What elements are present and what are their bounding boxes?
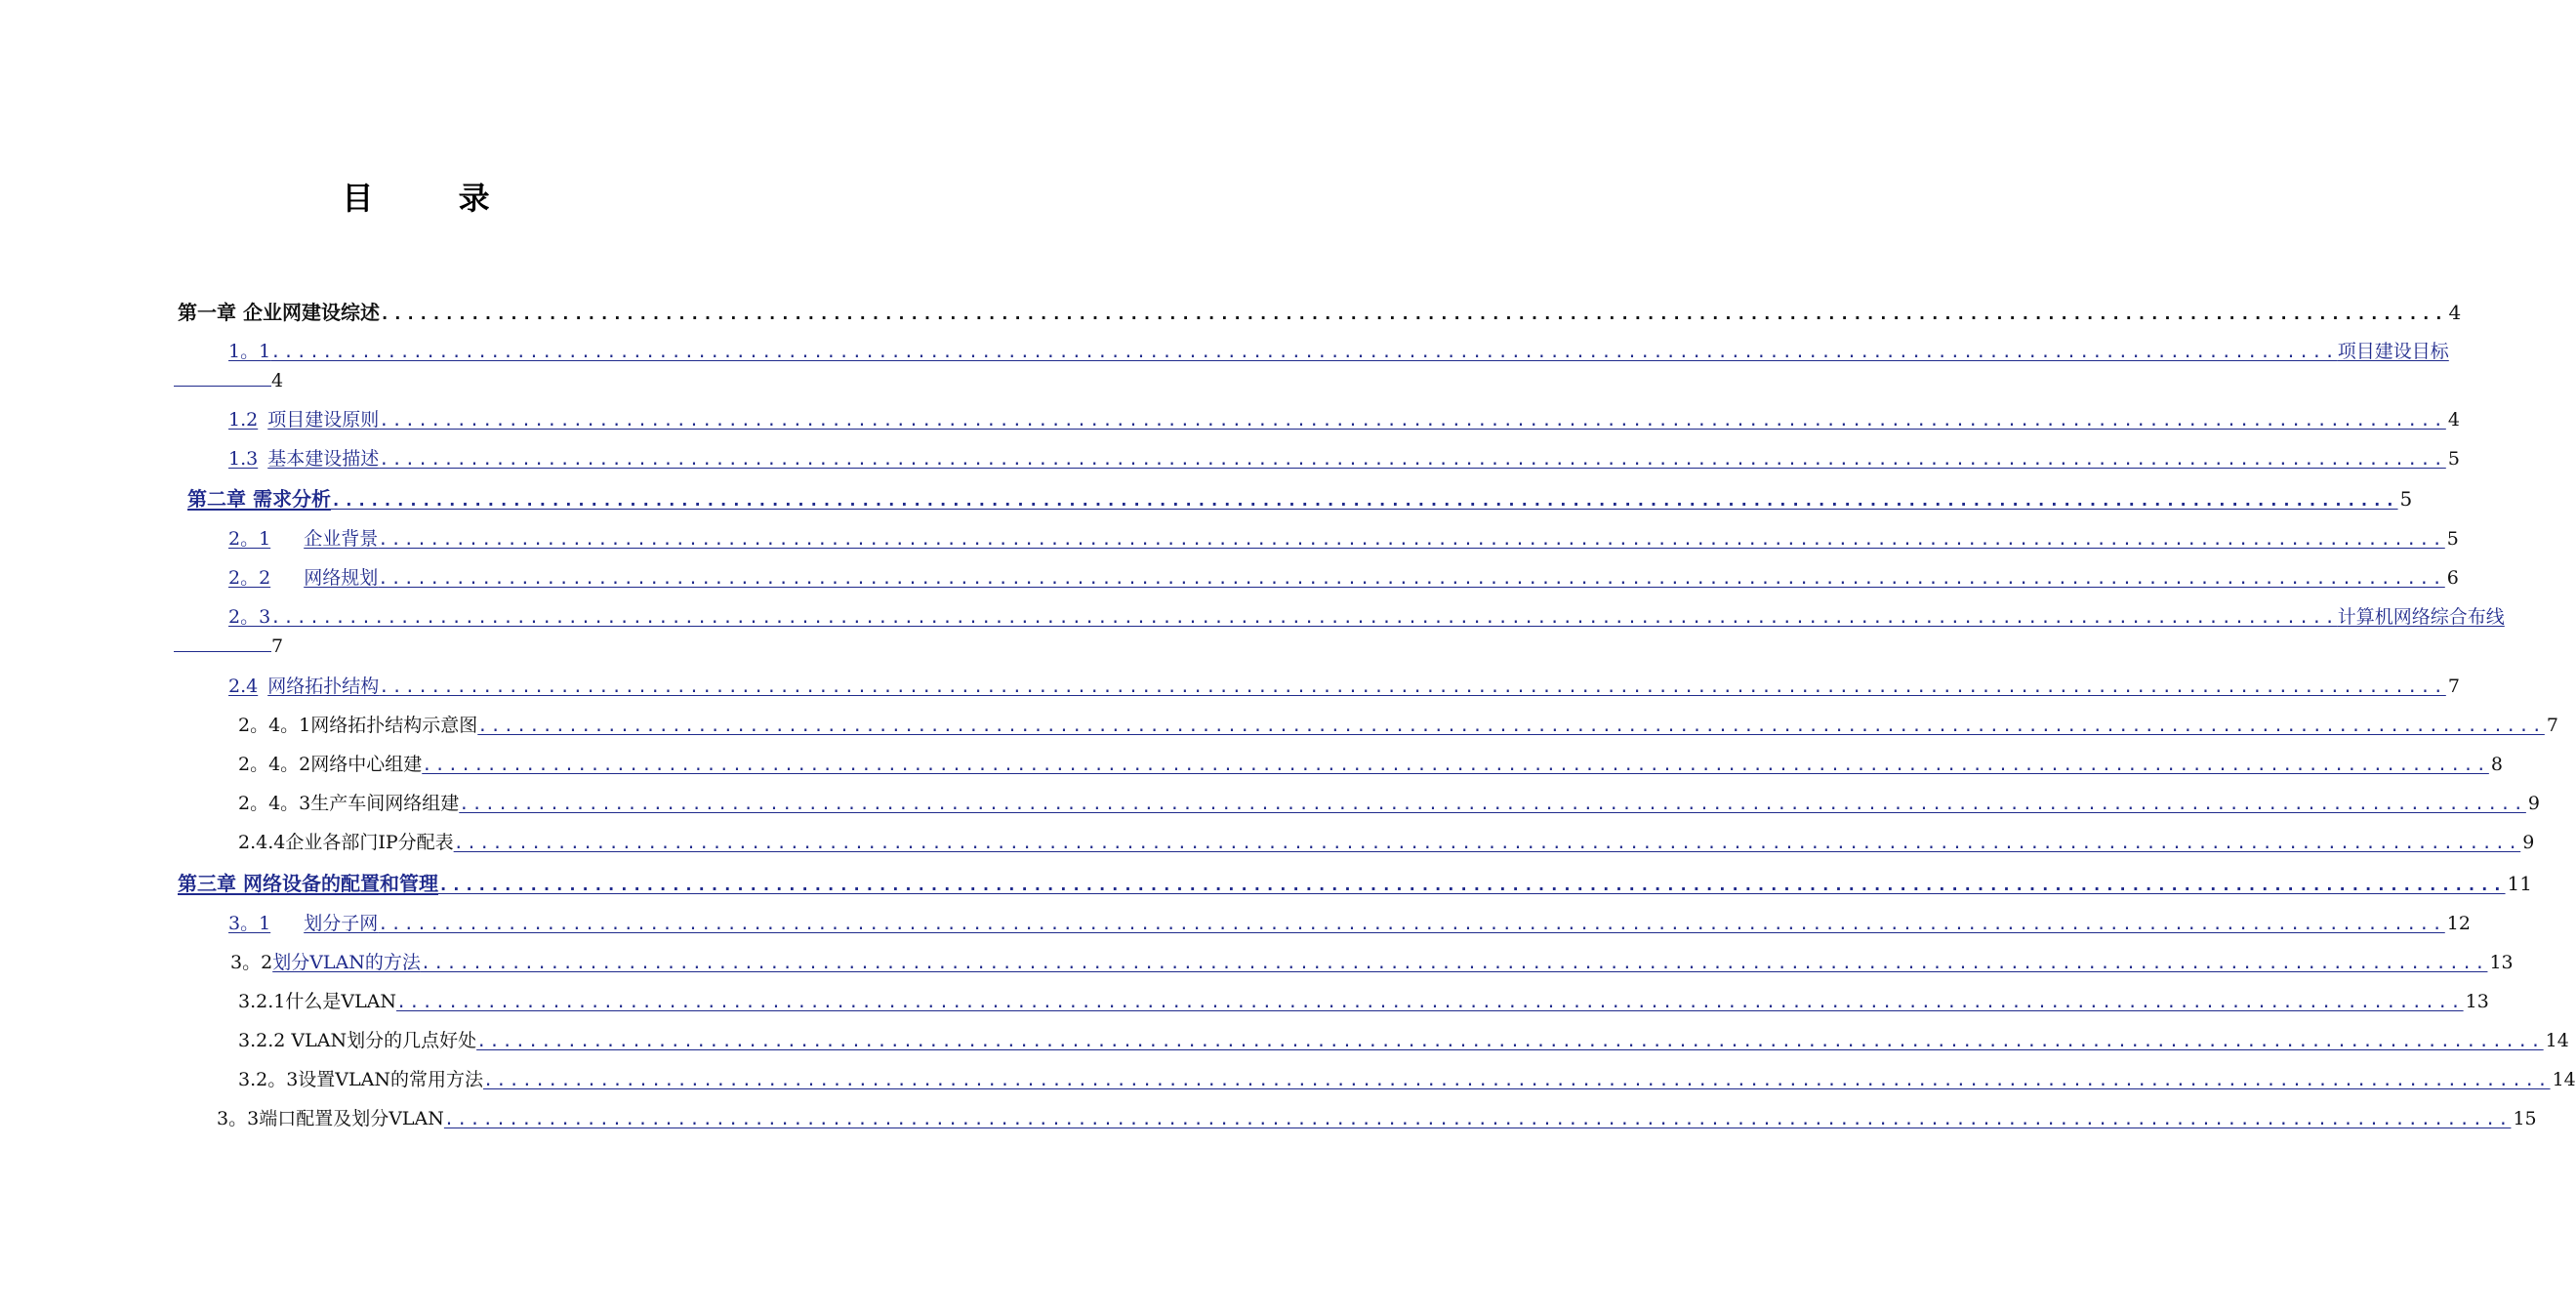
toc-entry-3-2-2[interactable] [238,1027,2569,1054]
toc-entry-link[interactable] [476,1028,2544,1055]
toc-entry-label: 项目建设原则 [267,409,380,430]
toc-entry-label: 第二章 需求分析 [187,487,331,511]
toc-entry-2-1[interactable] [228,525,2459,553]
toc-entry-link[interactable] [228,564,2445,593]
toc-entry-label: 网络拓扑结构 [267,676,380,697]
toc-entry-link[interactable] [272,949,2487,977]
toc-leader-dots [379,674,2446,701]
toc-entry-link[interactable] [187,485,2398,514]
toc-entry-page: 8 [2490,754,2503,775]
toc-entry-number: 2。1 [228,528,271,550]
toc-entry-number: 3。1 [228,913,271,934]
toc-entry-link[interactable] [422,752,2489,779]
toc-entry-page: 5 [2399,487,2413,511]
toc-entry-page: 15 [2513,1108,2537,1129]
page-title: 目 录 [342,180,527,217]
toc-entry-2-2[interactable] [228,564,2459,592]
toc-leader-dots [483,1067,2551,1094]
toc-entry-link[interactable] [228,338,2449,366]
toc-entry-link[interactable] [396,989,2464,1016]
toc-entry-chapter-2[interactable] [187,485,2413,512]
toc-entry-page: 14 [2552,1069,2576,1090]
toc-entry-3-1[interactable] [228,910,2471,937]
toc-entry-number: 3。2 [230,952,273,973]
toc-entry-chapter-3[interactable] [178,870,2532,897]
toc-entry-label: 划分子网 [304,913,379,934]
toc-leader-dots [379,446,2446,473]
toc-entry-page: 5 [2446,528,2459,550]
toc-entry-link[interactable] [483,1067,2551,1094]
toc-entry-number: 1。1 [228,341,271,362]
toc-entry-page: 9 [2527,793,2540,814]
underline-bar [174,370,271,387]
toc-leader-dots [378,526,2445,554]
toc-entry-page: 5 [2447,448,2460,470]
toc-leader-dots [421,950,2488,977]
toc-entry-link[interactable] [477,713,2545,740]
toc-entry-link[interactable] [228,603,2505,632]
toc-entry-number: 2。2 [228,567,271,589]
toc-leader-dots [477,713,2545,740]
toc-entry-number: 2.4 [228,676,259,697]
toc-entry-page: 13 [2489,952,2514,973]
toc-entry-number: 1.3 [228,448,259,470]
toc-entry-3-2-3[interactable] [238,1066,2576,1093]
toc-entry-2-4-2[interactable] [238,751,2503,778]
toc-leader-dots [396,989,2464,1016]
toc-entry-2-3[interactable] [228,603,2505,631]
toc-entry-link[interactable] [228,406,2446,434]
toc-entry-page: 7 [2447,676,2460,697]
toc-entry-page: 12 [2446,913,2471,934]
toc-leader-dots [459,791,2526,818]
toc-entry-1-1[interactable] [228,338,2449,365]
toc-entry-page: 13 [2465,991,2489,1012]
toc-entry-label: 3.2。3设置VLAN的常用方法 [238,1069,483,1090]
toc-leader-dots [378,565,2445,593]
underline-bar [174,636,271,652]
toc-leader-dots [379,407,2446,434]
toc-entry-link[interactable] [454,830,2521,857]
toc-entry-page: 7 [271,636,284,657]
toc-entry-label: 计算机网络综合布线 [2337,606,2505,628]
toc-entry-page: 9 [2522,832,2535,853]
toc-entry-link[interactable] [228,673,2446,701]
toc-entry-link[interactable] [228,445,2446,473]
toc-entry-label: 2。4。2网络中心组建 [238,754,423,775]
toc-entry-2-4-3[interactable] [238,790,2540,817]
toc-entry-number: 3。3 [217,1108,260,1129]
toc-entry-label: 网络规划 [304,567,379,589]
toc-entry-page: 7 [2546,715,2558,736]
toc-leader-dots [378,911,2445,938]
toc-entry-label: 基本建设描述 [267,448,380,470]
toc-leader-dots [270,339,2338,366]
toc-leader-dots [444,1106,2512,1133]
toc-entry-label: 2。4。3生产车间网络组建 [238,793,460,814]
toc-entry-link[interactable] [459,791,2526,818]
toc-leader-dots [331,487,2398,514]
toc-entry-1-2[interactable] [228,406,2460,433]
toc-entry-label: 项目建设目标 [2337,341,2449,362]
toc-entry-page: 14 [2545,1030,2569,1051]
toc-entry-link[interactable] [228,525,2445,554]
toc-entry-label: 端口配置及划分VLAN [259,1108,444,1129]
toc-leader-dots [380,301,2447,328]
toc-entry-link[interactable] [444,1106,2512,1133]
toc-entry-2-4[interactable] [228,673,2460,700]
toc-entry-2-4-1[interactable] [238,712,2558,739]
toc-entry-wrap [174,635,283,658]
toc-leader-dots [454,830,2521,857]
toc-entry-label: 3.2.2 VLAN划分的几点好处 [238,1030,477,1051]
toc-entry-chapter-1[interactable] [178,299,2462,326]
toc-entry-number: 2。3 [228,606,271,628]
toc-entry-link[interactable] [228,910,2445,938]
toc-entry-3-2-1[interactable] [238,988,2489,1015]
toc-entry-label: 第三章 网络设备的配置和管理 [178,872,438,895]
toc-entry-wrap [174,369,283,392]
toc-entry-link[interactable] [178,870,2506,899]
toc-leader-dots [422,752,2489,779]
toc-leader-dots [476,1028,2544,1055]
toc-entry-label: 企业背景 [304,528,379,550]
toc-entry-page: 6 [2446,567,2459,589]
toc-entry-number: 1.2 [228,409,259,430]
toc-entry-page: 4 [2447,409,2460,430]
toc-entry-label: 第一章 企业网建设综述 [178,301,380,324]
toc-leader-dots [270,604,2338,632]
toc-entry-page: 11 [2507,872,2532,895]
toc-entry-1-3[interactable] [228,445,2460,472]
toc-entry-label: 2.4.4企业各部门IP分配表 [238,832,454,853]
toc-entry-2-4-4[interactable] [238,829,2535,856]
toc-entry-label: 划分VLAN的方法 [272,952,421,973]
toc-entry-label: 2。4。1网络拓扑结构示意图 [238,715,478,736]
toc-entry-page: 4 [2448,301,2462,324]
toc-entry-3-2[interactable] [230,949,2514,976]
toc-entry-label: 3.2.1什么是VLAN [238,991,397,1012]
toc-entry-page: 4 [271,370,284,391]
toc-leader-dots [438,872,2506,899]
toc-entry-3-3[interactable] [217,1105,2537,1132]
